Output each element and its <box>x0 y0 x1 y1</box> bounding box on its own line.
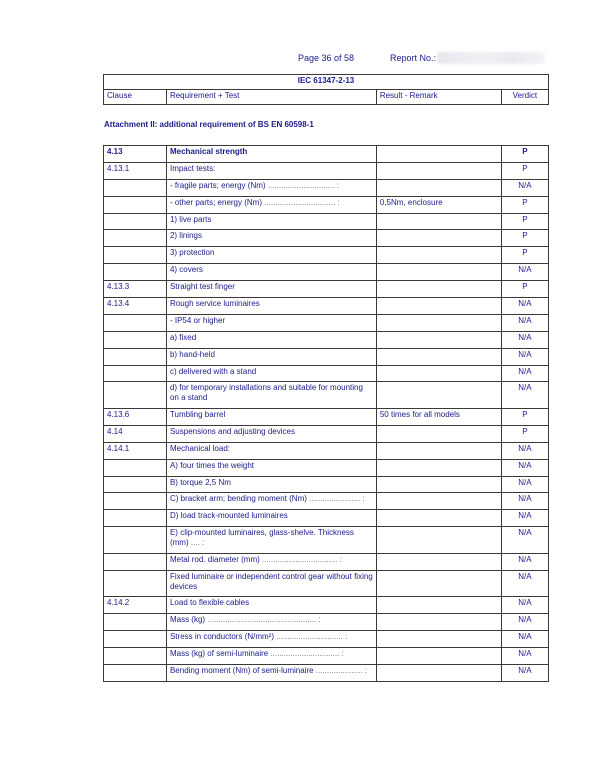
requirement-cell-text: D) load track-mounted luminaires <box>169 511 288 521</box>
requirement-cell-text: Straight test finger <box>169 282 235 292</box>
requirement-cell-text: 4) covers <box>169 265 203 275</box>
clause-cell <box>104 425 167 442</box>
clause-cell-text: 4.14.2 <box>107 598 130 608</box>
verdict-cell <box>501 365 548 382</box>
result-cell <box>376 527 501 554</box>
verdict-cell-text: P <box>522 248 528 258</box>
clause-cell-text: 4.13 <box>107 147 123 156</box>
requirement-cell-text: Mechanical load: <box>169 443 231 453</box>
requirement-cell <box>166 196 376 213</box>
verdict-cell <box>501 247 548 264</box>
clause-cell <box>104 314 167 331</box>
result-cell <box>376 570 501 597</box>
table-row <box>104 553 549 570</box>
clause-cell <box>104 570 167 597</box>
result-cell-text: 0,5Nm, enclosure <box>379 197 443 207</box>
verdict-cell <box>501 382 548 409</box>
verdict-cell <box>501 264 548 281</box>
result-cell <box>376 630 501 647</box>
result-cell <box>376 348 501 365</box>
table-row <box>104 442 549 459</box>
table-row <box>104 162 549 179</box>
verdict-cell-text: N/A <box>518 631 532 641</box>
requirement-cell <box>166 647 376 664</box>
requirement-cell <box>166 179 376 196</box>
verdict-cell-text: P <box>522 231 528 241</box>
verdict-cell <box>501 179 548 196</box>
verdict-cell <box>501 613 548 630</box>
verdict-cell-text: N/A <box>518 477 532 487</box>
verdict-cell <box>501 553 548 570</box>
clause-cell <box>104 365 167 382</box>
verdict-cell-text: N/A <box>518 180 532 190</box>
requirement-cell-text: a) fixed <box>169 332 197 342</box>
requirement-cell <box>166 425 376 442</box>
result-cell <box>376 493 501 510</box>
table-row <box>104 493 549 510</box>
requirement-cell-text: b) hand-held <box>169 349 215 359</box>
clause-cell <box>104 247 167 264</box>
table-row <box>104 597 549 614</box>
dot-leader: .................................. : <box>259 554 343 564</box>
verdict-cell <box>501 510 548 527</box>
requirement-cell-text: - IP54 or higher <box>169 315 226 325</box>
result-cell <box>376 476 501 493</box>
requirement-cell-text: Rough service luminaires <box>169 299 260 309</box>
verdict-cell-text: N/A <box>518 332 532 342</box>
table-row <box>104 213 549 230</box>
attachment-title: Attachment II: additional requirement of BS EN 60598-1 <box>104 120 314 129</box>
verdict-cell <box>501 162 548 179</box>
verdict-cell-text: N/A <box>518 598 532 608</box>
page-header <box>0 53 600 67</box>
clause-cell <box>104 597 167 614</box>
column-header-verdict: Verdict <box>501 90 548 105</box>
result-cell <box>376 179 501 196</box>
requirement-cell <box>166 281 376 298</box>
requirement-cell-text: Mechanical strength <box>169 147 248 156</box>
verdict-cell <box>501 570 548 597</box>
result-cell <box>376 314 501 331</box>
clause-cell-text: 4.14.1 <box>107 443 130 453</box>
table-row <box>104 264 549 281</box>
result-cell <box>376 382 501 409</box>
verdict-cell-text: N/A <box>518 665 532 675</box>
table-row <box>104 314 549 331</box>
table-row <box>104 630 549 647</box>
verdict-cell-text: P <box>522 214 528 224</box>
requirement-cell <box>166 459 376 476</box>
result-cell <box>376 146 501 163</box>
requirement-cell <box>166 570 376 597</box>
column-header-requirement: Requirement + Test <box>166 90 376 105</box>
clause-cell <box>104 264 167 281</box>
table-row <box>104 425 549 442</box>
table-row <box>104 570 549 597</box>
result-cell <box>376 425 501 442</box>
table-row <box>104 298 549 315</box>
dot-leader: .............................. : <box>265 180 339 190</box>
clause-cell <box>104 408 167 425</box>
result-cell <box>376 553 501 570</box>
requirement-cell <box>166 314 376 331</box>
verdict-cell <box>501 664 548 681</box>
requirement-cell <box>166 331 376 348</box>
table-row <box>104 196 549 213</box>
verdict-cell <box>501 230 548 247</box>
result-cell <box>376 247 501 264</box>
requirement-cell-text: - other parts; energy (Nm) <box>169 197 262 207</box>
clause-cell <box>104 230 167 247</box>
result-cell <box>376 459 501 476</box>
redacted-report-number <box>437 52 545 64</box>
result-cell <box>376 408 501 425</box>
requirement-cell <box>166 146 376 163</box>
requirement-cell-text: 3) protection <box>169 248 215 258</box>
verdict-cell <box>501 146 548 163</box>
requirement-cell <box>166 510 376 527</box>
requirement-cell <box>166 298 376 315</box>
table-row <box>104 281 549 298</box>
requirements-table-body <box>104 146 549 682</box>
table-row <box>104 527 549 554</box>
clause-cell <box>104 348 167 365</box>
requirement-cell-text: 2) linings <box>169 231 202 241</box>
result-cell <box>376 664 501 681</box>
verdict-cell <box>501 196 548 213</box>
requirement-cell <box>166 527 376 554</box>
requirement-cell-text: Metal rod. diameter (mm) <box>169 554 260 564</box>
result-cell <box>376 264 501 281</box>
requirement-cell <box>166 348 376 365</box>
requirement-cell <box>166 476 376 493</box>
requirement-cell <box>166 408 376 425</box>
table-row <box>104 510 549 527</box>
requirement-cell <box>166 382 376 409</box>
column-header-result: Result - Remark <box>376 90 501 105</box>
requirement-cell-text: Tumbling barrel <box>169 409 226 419</box>
verdict-cell <box>501 348 548 365</box>
requirement-cell <box>166 597 376 614</box>
clause-cell <box>104 162 167 179</box>
result-cell <box>376 647 501 664</box>
requirement-cell-text: Fixed luminaire or independent control gear without fixing devices <box>169 571 373 591</box>
table-row <box>104 331 549 348</box>
verdict-cell-text: N/A <box>518 494 532 504</box>
result-cell <box>376 365 501 382</box>
clause-cell-text: 4.13.6 <box>107 409 130 419</box>
requirement-cell-text: Stress in conductors (N/mm²) <box>169 631 274 641</box>
requirement-cell <box>166 553 376 570</box>
table-row <box>104 408 549 425</box>
verdict-cell <box>501 425 548 442</box>
requirement-cell-text: c) delivered with a stand <box>169 366 257 376</box>
dot-leader: .............................. : <box>274 631 348 641</box>
clause-cell <box>104 613 167 630</box>
requirement-cell-text: Impact tests: <box>169 163 216 173</box>
clause-cell-text: 4.13.1 <box>107 163 130 173</box>
clause-cell <box>104 298 167 315</box>
requirement-cell-text: Load to flexible cables <box>169 598 250 608</box>
table-row <box>104 613 549 630</box>
clause-cell-text: 4.13.4 <box>107 299 130 309</box>
clause-cell <box>104 146 167 163</box>
requirement-cell-text: B) torque 2,5 Nm <box>169 477 231 487</box>
clause-cell <box>104 179 167 196</box>
requirement-cell <box>166 365 376 382</box>
verdict-cell-text: P <box>522 282 528 292</box>
clause-cell <box>104 442 167 459</box>
result-cell <box>376 510 501 527</box>
dot-leader: ............................... : <box>268 648 344 658</box>
clause-cell <box>104 527 167 554</box>
requirement-cell <box>166 264 376 281</box>
verdict-cell <box>501 647 548 664</box>
standard-title: IEC 61347-2-13 <box>104 75 549 90</box>
clause-cell <box>104 196 167 213</box>
result-cell <box>376 162 501 179</box>
clause-cell <box>104 382 167 409</box>
verdict-cell <box>501 459 548 476</box>
table-row <box>104 230 549 247</box>
verdict-cell-text: N/A <box>518 614 532 624</box>
table-row <box>104 348 549 365</box>
verdict-cell-text: N/A <box>518 299 532 309</box>
requirement-cell <box>166 247 376 264</box>
clause-cell <box>104 331 167 348</box>
requirement-cell <box>166 613 376 630</box>
requirement-cell-text: 1) live parts <box>169 214 212 224</box>
verdict-cell <box>501 331 548 348</box>
result-cell <box>376 597 501 614</box>
dot-leader: ................................................. : <box>205 614 321 624</box>
requirement-cell-text: Bending moment (Nm) of semi-luminaire <box>169 665 314 675</box>
verdict-cell <box>501 493 548 510</box>
requirement-cell-text: C) bracket arm; bending moment (Nm) <box>169 494 307 504</box>
verdict-cell-text: N/A <box>518 554 532 564</box>
verdict-cell-text: N/A <box>518 511 532 521</box>
requirement-cell <box>166 630 376 647</box>
verdict-cell <box>501 597 548 614</box>
clause-cell <box>104 476 167 493</box>
clause-cell <box>104 213 167 230</box>
requirement-cell <box>166 664 376 681</box>
report-number-label: Report No.: <box>390 53 437 63</box>
result-cell-text: 50 times for all models <box>379 409 460 419</box>
result-cell <box>376 613 501 630</box>
clause-cell <box>104 647 167 664</box>
requirement-cell-text: Suspensions and adjusting devices <box>169 426 295 436</box>
table-row <box>104 365 549 382</box>
result-cell <box>376 196 501 213</box>
verdict-cell <box>501 314 548 331</box>
requirement-cell-text: d) for temporary installations and suitable for mounting on a stand <box>169 383 363 403</box>
requirement-cell <box>166 493 376 510</box>
dot-leader: .... : <box>188 538 205 548</box>
dot-leader: ................................ : <box>262 197 340 207</box>
dot-leader: ....................... : <box>306 494 365 504</box>
table-row <box>104 382 549 409</box>
table-row <box>104 146 549 163</box>
table-row <box>104 664 549 681</box>
result-cell <box>376 298 501 315</box>
verdict-cell-text: N/A <box>518 383 532 393</box>
standard-header-table <box>103 74 549 105</box>
requirement-cell-text: - fragile parts; energy (Nm) <box>169 180 266 190</box>
verdict-cell <box>501 476 548 493</box>
verdict-cell-text: N/A <box>518 648 532 658</box>
page-number: Page 36 of 58 <box>298 53 355 63</box>
dot-leader: ..................... : <box>313 665 367 675</box>
table-row <box>104 476 549 493</box>
verdict-cell-text: N/A <box>518 265 532 275</box>
clause-cell <box>104 553 167 570</box>
clause-cell <box>104 664 167 681</box>
requirement-cell-text: A) four times the weight <box>169 460 255 470</box>
table-row <box>104 179 549 196</box>
verdict-cell-text: P <box>522 409 528 419</box>
verdict-cell-text: N/A <box>518 460 532 470</box>
clause-cell <box>104 493 167 510</box>
requirement-cell <box>166 442 376 459</box>
result-cell <box>376 331 501 348</box>
table-row <box>104 247 549 264</box>
verdict-cell <box>501 281 548 298</box>
verdict-cell-text: N/A <box>518 349 532 359</box>
clause-cell-text: 4.14 <box>107 426 123 436</box>
requirement-cell <box>166 162 376 179</box>
verdict-cell <box>501 298 548 315</box>
column-header-clause: Clause <box>104 90 167 105</box>
verdict-cell-text: N/A <box>518 315 532 325</box>
verdict-cell <box>501 442 548 459</box>
verdict-cell-text: P <box>522 197 528 207</box>
verdict-cell-text: N/A <box>518 571 532 581</box>
clause-cell <box>104 630 167 647</box>
result-cell <box>376 281 501 298</box>
verdict-cell-text: N/A <box>518 366 532 376</box>
requirement-cell-text: Mass (kg) of semi-luminaire <box>169 648 269 658</box>
verdict-cell-text: P <box>522 426 528 436</box>
clause-cell-text: 4.13.3 <box>107 282 130 292</box>
table-row <box>104 647 549 664</box>
clause-cell <box>104 510 167 527</box>
verdict-cell <box>501 213 548 230</box>
verdict-cell <box>501 527 548 554</box>
verdict-cell <box>501 630 548 647</box>
result-cell <box>376 442 501 459</box>
table-row <box>104 459 549 476</box>
clause-cell <box>104 281 167 298</box>
clause-cell <box>104 459 167 476</box>
verdict-cell <box>501 408 548 425</box>
verdict-cell-text: N/A <box>518 528 532 538</box>
result-cell <box>376 230 501 247</box>
result-cell <box>376 213 501 230</box>
verdict-cell-text: P <box>522 163 528 173</box>
verdict-cell-text: N/A <box>518 443 532 453</box>
requirement-cell-text: E) clip-mounted luminaires, glass-shelve. Thickness (mm) <box>169 528 354 548</box>
verdict-cell-text: P <box>522 147 528 156</box>
requirement-cell-text: Mass (kg) <box>169 614 206 624</box>
requirement-cell <box>166 213 376 230</box>
requirement-cell <box>166 230 376 247</box>
requirements-table <box>103 145 549 682</box>
